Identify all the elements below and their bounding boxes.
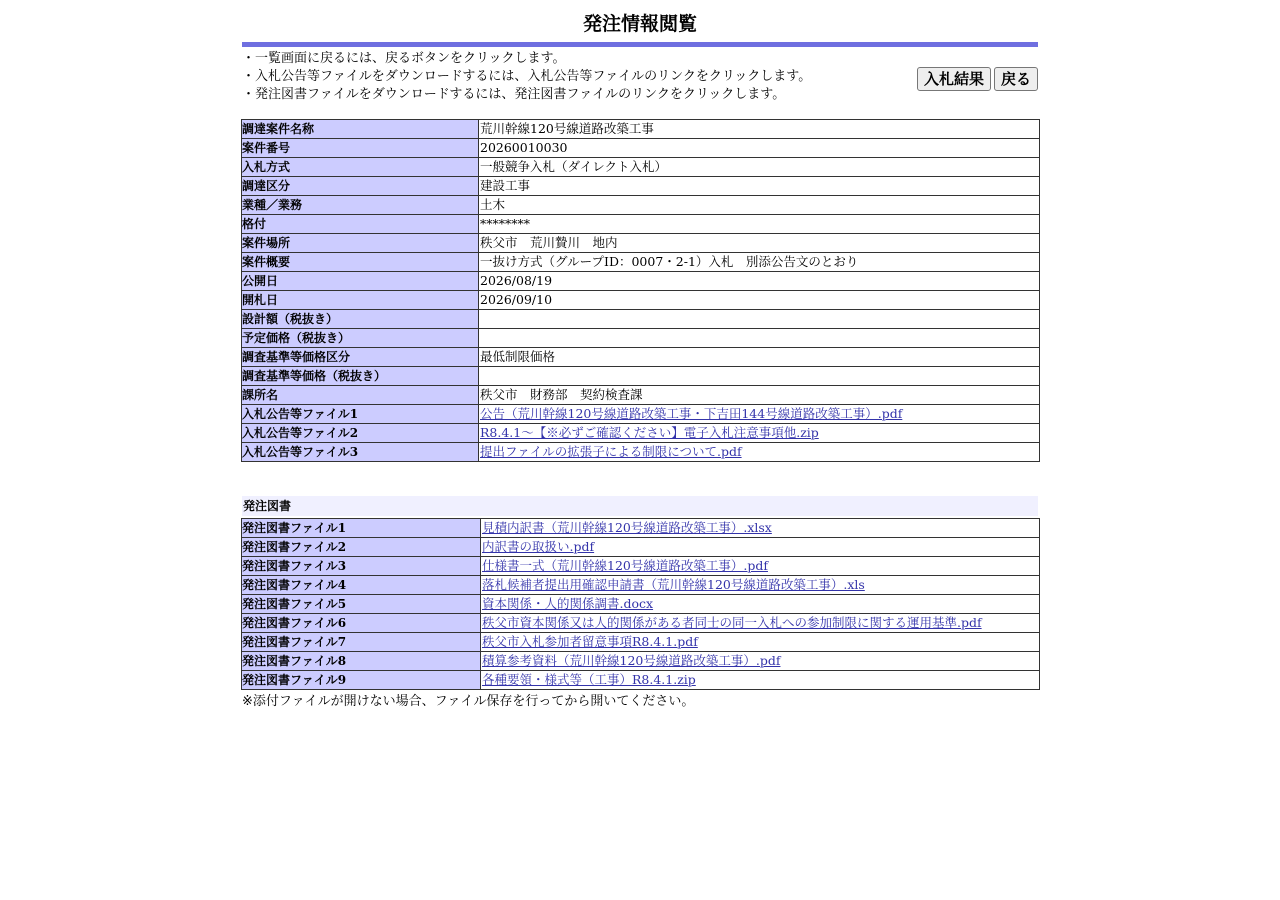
drawing-file-cell (481, 519, 1040, 538)
drawing-file-link[interactable]: 秩父市資本関係又は人的関係がある者同士の同一入札への参加制限に関する運用基準.pdf (482, 615, 982, 630)
drawing-file-label: 発注図書ファイル5 (242, 595, 481, 614)
bid-result-button[interactable]: 入札結果 (917, 67, 991, 91)
detail-text: 20260010030 (480, 140, 568, 155)
detail-text: 秩父市 荒川贄川 地内 (480, 235, 618, 250)
drawing-file-cell (481, 671, 1040, 690)
detail-value (479, 348, 1040, 367)
drawing-file-link[interactable]: 資本関係・人的関係調書.docx (482, 596, 654, 611)
drawing-file-row (242, 519, 1040, 538)
detail-text: 荒川幹線120号線道路改築工事 (480, 121, 654, 136)
drawing-file-row (242, 538, 1040, 557)
bid-notice-file-link[interactable]: 公告（荒川幹線120号線道路改築工事・下吉田144号線道路改築工事）.pdf (480, 406, 903, 421)
detail-label: 案件場所 (242, 234, 479, 253)
detail-text: 建設工事 (480, 178, 531, 193)
instruction-item: ・発注図書ファイルをダウンロードするには、発注図書ファイルのリンクをクリックします。 (242, 87, 786, 102)
detail-row (242, 386, 1040, 405)
detail-row (242, 196, 1040, 215)
detail-label: 設計額（税抜き） (242, 310, 479, 329)
drawing-file-label: 発注図書ファイル6 (242, 614, 481, 633)
detail-row (242, 215, 1040, 234)
drawing-file-cell (481, 538, 1040, 557)
detail-row (242, 158, 1040, 177)
detail-value (479, 291, 1040, 310)
page-title: 発注情報閲覧 (582, 13, 697, 35)
detail-value (479, 158, 1040, 177)
detail-value (479, 443, 1040, 462)
drawing-file-label: 発注図書ファイル3 (242, 557, 481, 576)
drawing-file-label: 発注図書ファイル7 (242, 633, 481, 652)
drawing-file-row (242, 614, 1040, 633)
detail-value (479, 196, 1040, 215)
detail-label: 案件概要 (242, 253, 479, 272)
drawings-table (241, 518, 1040, 690)
detail-text: 最低制限価格 (480, 349, 556, 364)
detail-value (479, 139, 1040, 158)
detail-value (479, 253, 1040, 272)
detail-row (242, 348, 1040, 367)
drawing-file-link[interactable]: 内訳書の取扱い.pdf (482, 539, 595, 554)
detail-text: 一般競争入札（ダイレクト入札） (480, 159, 668, 174)
drawing-file-row (242, 652, 1040, 671)
back-button[interactable]: 戻る (994, 67, 1038, 91)
detail-label: 予定価格（税抜き） (242, 329, 479, 348)
drawing-file-link[interactable]: 積算参考資料（荒川幹線120号線道路改築工事）.pdf (482, 653, 781, 668)
detail-label: 公開日 (242, 272, 479, 291)
drawing-file-link[interactable]: 落札候補者提出用確認申請書（荒川幹線120号線道路改築工事）.xls (482, 577, 865, 592)
detail-row (242, 443, 1040, 462)
detail-row (242, 329, 1040, 348)
drawing-file-link[interactable]: 仕様書一式（荒川幹線120号線道路改築工事）.pdf (482, 558, 768, 573)
detail-text: 一抜け方式（グループID：0007・2-1）入札 別添公告文のとおり (480, 254, 859, 269)
detail-value (479, 424, 1040, 443)
detail-label: 案件番号 (242, 139, 479, 158)
bid-notice-file-link[interactable]: R8.4.1～【※必ずご確認ください】電子入札注意事項他.zip (480, 425, 819, 440)
detail-text: 秩父市 財務部 契約検査課 (480, 387, 643, 402)
detail-label: 入札公告等ファイル3 (242, 443, 479, 462)
drawing-file-row (242, 557, 1040, 576)
detail-row (242, 253, 1040, 272)
page-container (242, 0, 1038, 711)
detail-value (479, 272, 1040, 291)
instruction-item: ・入札公告等ファイルをダウンロードするには、入札公告等ファイルのリンクをクリックします。 (242, 69, 812, 84)
detail-row (242, 120, 1040, 139)
detail-label: 調達案件名称 (242, 120, 479, 139)
detail-text: 2026/08/19 (480, 273, 553, 288)
detail-value (479, 386, 1040, 405)
drawing-file-row (242, 595, 1040, 614)
detail-row (242, 291, 1040, 310)
detail-value (479, 120, 1040, 139)
detail-value (479, 177, 1040, 196)
detail-label: 開札日 (242, 291, 479, 310)
detail-label: 調達区分 (242, 177, 479, 196)
drawing-file-label: 発注図書ファイル4 (242, 576, 481, 595)
drawing-file-link[interactable]: 見積内訳書（荒川幹線120号線道路改築工事）.xlsx (482, 520, 772, 535)
bid-notice-file-link[interactable]: 提出ファイルの拡張子による制限について.pdf (480, 444, 742, 459)
detail-row (242, 367, 1040, 386)
detail-label: 入札公告等ファイル1 (242, 405, 479, 424)
drawing-file-cell (481, 595, 1040, 614)
drawings-section-header: 発注図書 (242, 496, 1038, 516)
drawing-file-cell (481, 633, 1040, 652)
detail-label: 調査基準等価格区分 (242, 348, 479, 367)
info-area (242, 47, 1038, 119)
instructions-list (242, 50, 811, 104)
detail-row (242, 234, 1040, 253)
detail-label: 課所名 (242, 386, 479, 405)
drawing-file-link[interactable]: 秩父市入札参加者留意事項R8.4.1.pdf (482, 634, 698, 649)
detail-value (479, 329, 1040, 348)
detail-text: 2026/09/10 (480, 292, 553, 307)
drawing-file-label: 発注図書ファイル2 (242, 538, 481, 557)
details-table (241, 119, 1040, 462)
detail-label: 入札公告等ファイル2 (242, 424, 479, 443)
detail-value (479, 405, 1040, 424)
detail-row (242, 139, 1040, 158)
detail-row (242, 405, 1040, 424)
detail-value (479, 310, 1040, 329)
detail-row (242, 424, 1040, 443)
detail-label: 業種／業務 (242, 196, 479, 215)
drawing-file-cell (481, 652, 1040, 671)
drawing-file-label: 発注図書ファイル8 (242, 652, 481, 671)
detail-value (479, 215, 1040, 234)
drawing-file-cell (481, 614, 1040, 633)
attachment-note: ※添付ファイルが開けない場合、ファイル保存を行ってから開いてください。 (242, 694, 695, 709)
instruction-item: ・一覧画面に戻るには、戻るボタンをクリックします。 (242, 51, 566, 66)
action-buttons (917, 67, 1038, 91)
detail-row (242, 272, 1040, 291)
drawing-file-row (242, 633, 1040, 652)
detail-row (242, 310, 1040, 329)
detail-label: 格付 (242, 215, 479, 234)
drawing-file-cell (481, 557, 1040, 576)
detail-label: 調査基準等価格（税抜き） (242, 367, 479, 386)
drawing-file-label: 発注図書ファイル9 (242, 671, 481, 690)
drawing-file-link[interactable]: 各種要領・様式等（工事）R8.4.1.zip (482, 672, 696, 687)
drawing-file-label: 発注図書ファイル1 (242, 519, 481, 538)
drawing-file-row (242, 576, 1040, 595)
detail-text: 土木 (480, 197, 506, 212)
drawing-file-row (242, 671, 1040, 690)
detail-value (479, 234, 1040, 253)
detail-text: ******** (480, 216, 530, 231)
drawing-file-cell (481, 576, 1040, 595)
detail-value (479, 367, 1040, 386)
detail-label: 入札方式 (242, 158, 479, 177)
detail-row (242, 177, 1040, 196)
